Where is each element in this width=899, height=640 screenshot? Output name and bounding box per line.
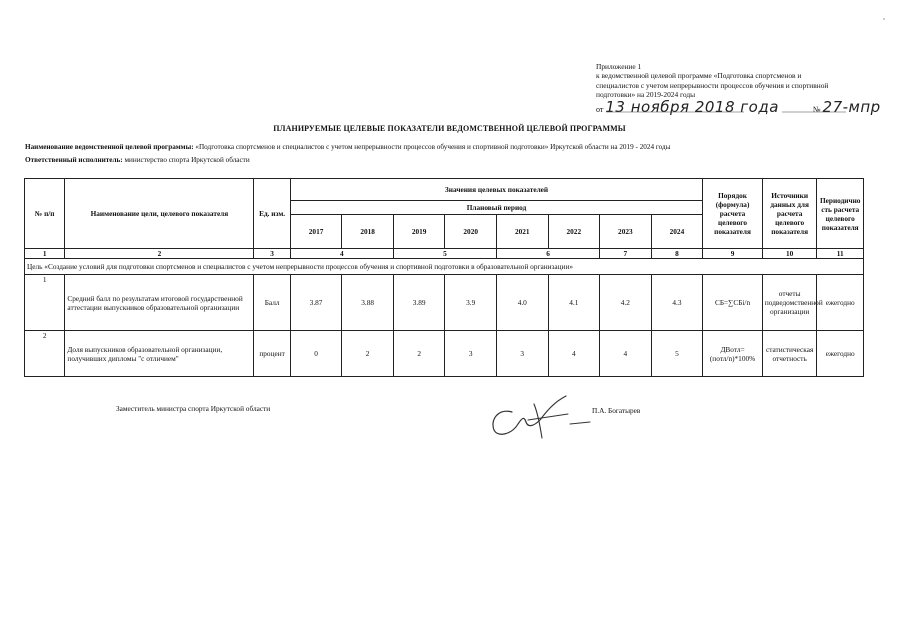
row-value: 4 (600, 331, 652, 377)
col-number: 2 (65, 249, 254, 259)
col-number: 11 (817, 249, 864, 259)
year-cell: 2021 (496, 215, 548, 249)
row-value: 4.1 (548, 275, 600, 331)
handwritten-signature (484, 390, 594, 444)
row-value: 3.87 (290, 275, 342, 331)
year-cell: 2019 (393, 215, 445, 249)
row-value: 0 (290, 331, 342, 377)
year-cell: 2024 (651, 215, 703, 249)
handwritten-date: 13 ноября 2018 года (605, 98, 779, 116)
column-numbers-row (25, 249, 864, 259)
row-source: отчеты подведомственной организации (762, 275, 817, 331)
appendix-line: подготовки» на 2019-2024 годы (596, 90, 696, 100)
col-number: 7 (600, 249, 652, 259)
program-label: Наименование ведомственной целевой программы: (25, 143, 194, 151)
header-unit: Ед. изм. (254, 179, 290, 249)
row-value: 3.89 (393, 275, 445, 331)
year-cell: 2022 (548, 215, 600, 249)
number-label: № (812, 105, 821, 114)
appendix-line: Приложение 1 (596, 62, 642, 71)
row-num: 1 (25, 275, 65, 331)
year-cell: 2023 (600, 215, 652, 249)
col-number: 10 (762, 249, 817, 259)
row-value: 2 (393, 331, 445, 377)
header-periodicity: Периодично сть расчета целевого показателя (817, 179, 864, 249)
row-value: 4.2 (600, 275, 652, 331)
row-formula: СБ=∑СБi/n (703, 275, 763, 331)
row-value: 2 (342, 331, 394, 377)
row-num: 2 (25, 331, 65, 377)
col-number: 3 (254, 249, 290, 259)
row-value: 4.3 (651, 275, 703, 331)
goal-text: Цель «Создание условий для подготовки спортсменов и специалистов с учетом непрерывности процессов обучения и спортивной подготовки в образовательной организации» (25, 259, 864, 275)
row-value: 3.9 (445, 275, 497, 331)
col-number: 1 (25, 249, 65, 259)
order-date-number (596, 98, 896, 114)
col-number: 4 (290, 249, 393, 259)
col-number: 5 (393, 249, 496, 259)
signatory-name: П.А. Богатырев (592, 406, 641, 415)
appendix-line: специалистов с учетом непрерывности процессов обучения и спортивной (596, 80, 829, 90)
row-unit: Балл (254, 275, 290, 331)
handwritten-number: 27-мпр (822, 98, 881, 116)
row-name: Средний балл по результатам итоговой государственной аттестации выпускников образовательной организации (65, 275, 254, 331)
row-value: 4.0 (496, 275, 548, 331)
row-value: 3 (496, 331, 548, 377)
header-num: № п/п (25, 179, 65, 249)
appendix-line: к ведомственной целевой программе «Подготовка спортсменов и (596, 71, 802, 81)
row-formula: ДВотл= (потл/n)*100% (703, 331, 763, 377)
row-name: Доля выпускников образовательной организации, получивших дипломы "с отличием" (65, 331, 254, 377)
header-values: Значения целевых показателей (290, 179, 702, 201)
from-label: от (596, 105, 604, 114)
col-number: 8 (651, 249, 703, 259)
executor-label: Ответственный исполнитель: (25, 156, 123, 164)
year-cell: 2018 (342, 215, 394, 249)
row-periodicity: ежегодно (817, 331, 864, 377)
year-cell: 2020 (445, 215, 497, 249)
row-source: статистическая отчетность (762, 331, 817, 377)
header-row (25, 179, 864, 201)
header-name: Наименование цели, целевого показателя (65, 179, 254, 249)
col-number: 9 (703, 249, 763, 259)
signatory-position: Заместитель министра спорта Иркутской области (116, 404, 271, 413)
row-unit: процент (254, 331, 290, 377)
table-row (25, 275, 864, 331)
row-value: 4 (548, 331, 600, 377)
program-value: «Подготовка спортсменов и специалистов с учетом непрерывности процессов обучения и спортивной подготовки» Иркутской области на 2019 - 2024 годы (195, 143, 671, 151)
col-number: 6 (496, 249, 599, 259)
program-line (25, 143, 671, 151)
row-periodicity: ежегодно (817, 275, 864, 331)
underline-strokes (606, 110, 896, 114)
row-value: 3 (445, 331, 497, 377)
executor-value: министерство спорта Иркутской области (124, 156, 250, 164)
table-row (25, 331, 864, 377)
row-value: 3.88 (342, 275, 394, 331)
appendix-note (596, 62, 892, 100)
scan-speck (883, 18, 885, 20)
year-cell: 2017 (290, 215, 342, 249)
page-title: ПЛАНИРУЕМЫЕ ЦЕЛЕВЫЕ ПОКАЗАТЕЛИ ВЕДОМСТВЕННОЙ ЦЕЛЕВОЙ ПРОГРАММЫ (273, 124, 626, 133)
indicators-table (24, 178, 864, 377)
header-period: Плановый период (290, 201, 702, 215)
row-value: 5 (651, 331, 703, 377)
header-sources: Источники данных для расчета целевого показателя (762, 179, 817, 249)
header-formula: Порядок (формула) расчета целевого показателя (703, 179, 763, 249)
executor-line (25, 156, 250, 164)
goal-row (25, 259, 864, 275)
